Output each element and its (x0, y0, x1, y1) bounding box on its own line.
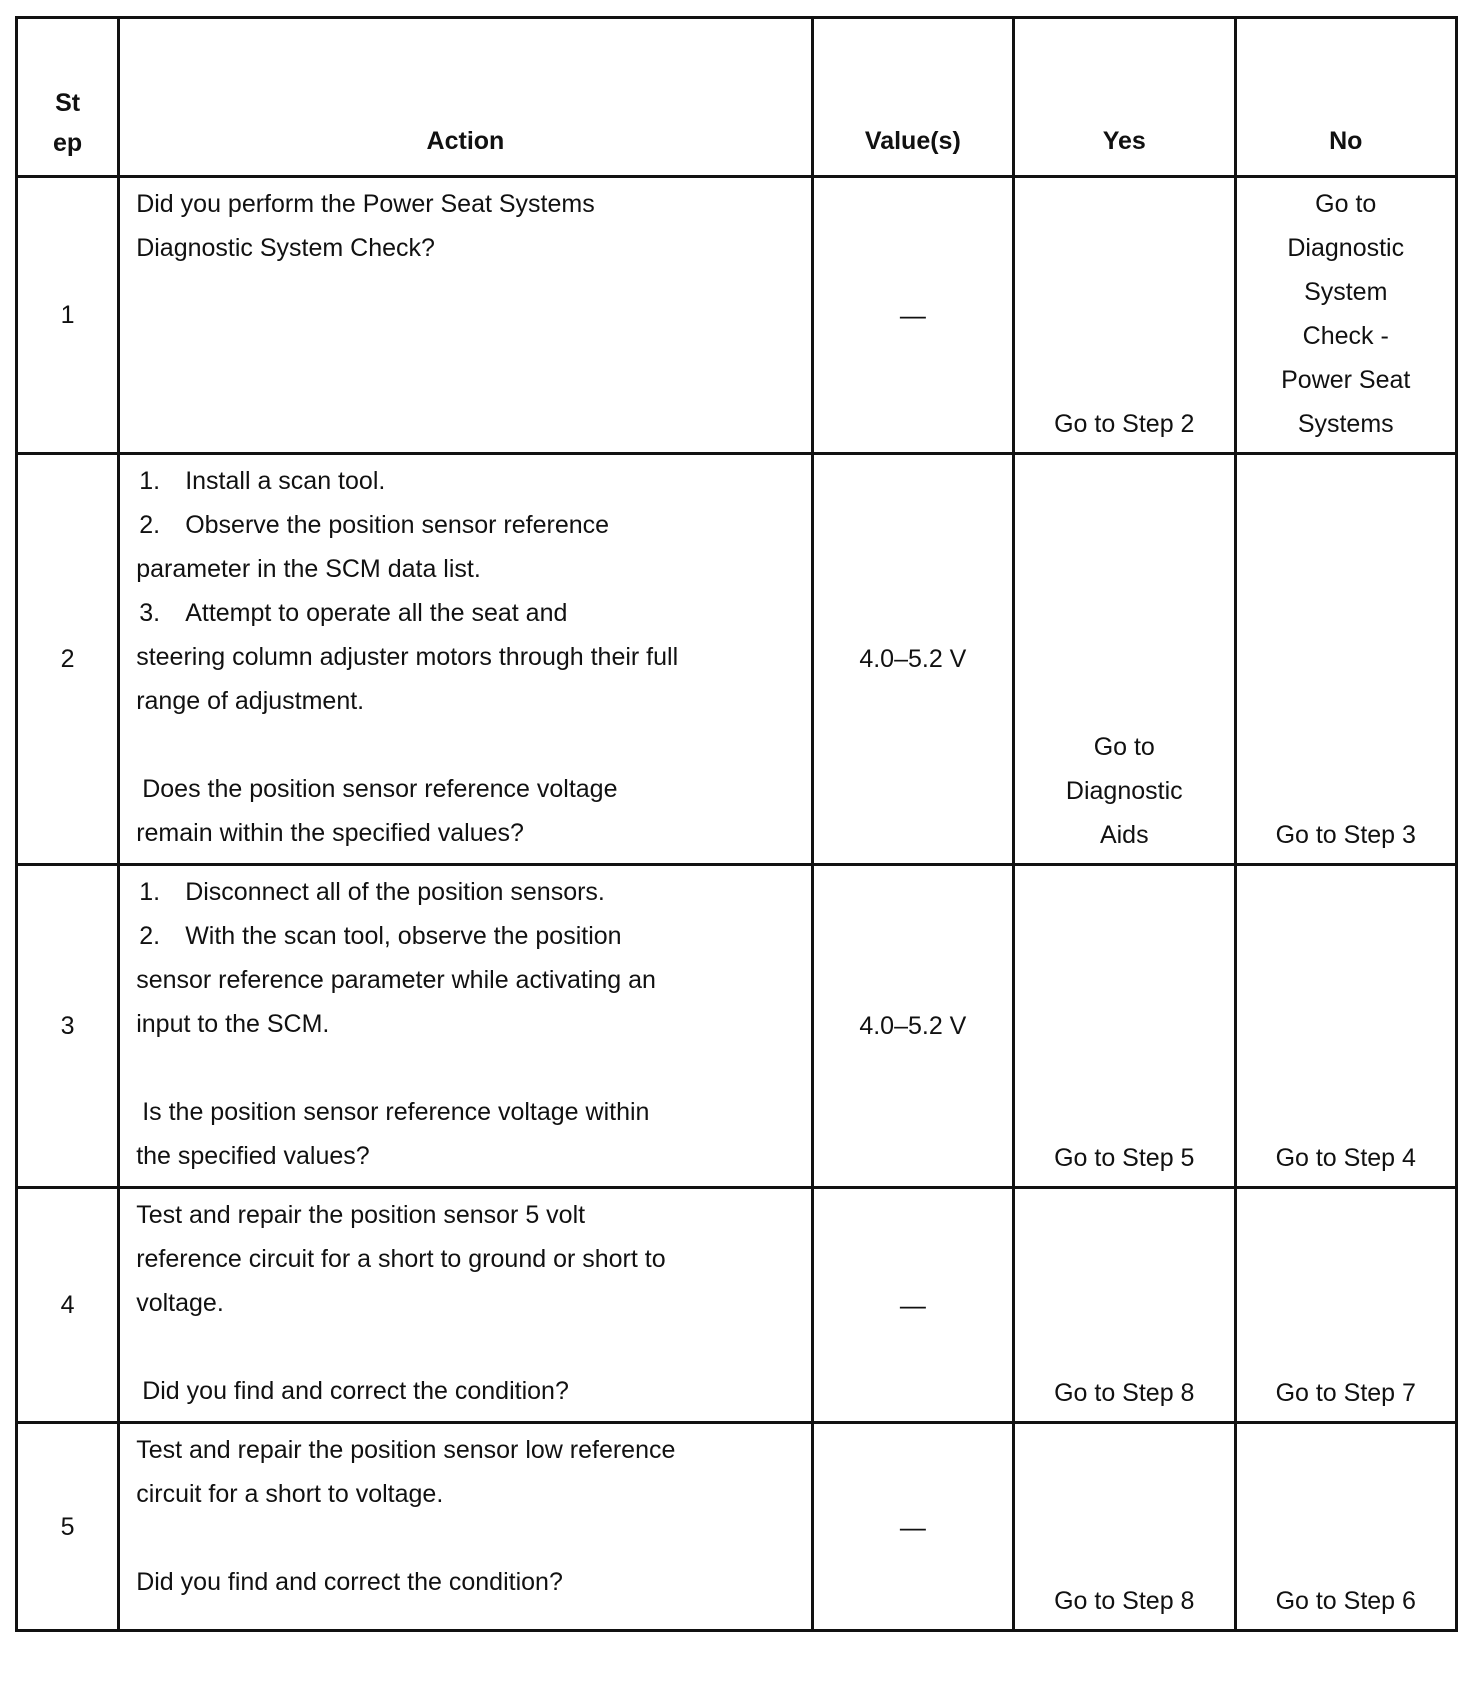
no-link[interactable]: Go to Diagnostic System Check - Power Seat Systems (1235, 177, 1457, 454)
no-link[interactable]: Go to Step 3 (1235, 454, 1457, 865)
no-link[interactable]: Go to Step 6 (1235, 1423, 1457, 1631)
header-row (17, 18, 1457, 177)
action-cell: Test and repair the position sensor low reference circuit for a short to voltage. Did you find and correct the condition? (119, 1423, 812, 1631)
yes-link[interactable]: Go to Step 2 (1014, 177, 1235, 454)
value-cell: — (812, 177, 1013, 454)
yes-link[interactable]: Go to Step 8 (1014, 1188, 1235, 1423)
table-row (17, 865, 1457, 1188)
step-number: 3 (17, 865, 119, 1188)
table-row (17, 177, 1457, 454)
action-cell: 1. Disconnect all of the position sensors. 2. With the scan tool, observe the position sensor reference parameter while activating an input to the SCM. Is the position sensor reference voltage within the specified values? (119, 865, 812, 1188)
header-yes: Yes (1014, 18, 1235, 177)
action-cell: Did you perform the Power Seat Systems Diagnostic System Check? (119, 177, 812, 454)
action-cell: Test and repair the position sensor 5 volt reference circuit for a short to ground or short to voltage. Did you find and correct the condition? (119, 1188, 812, 1423)
value-cell: 4.0–5.2 V (812, 454, 1013, 865)
no-link[interactable]: Go to Step 4 (1235, 865, 1457, 1188)
yes-link[interactable]: Go to Step 8 (1014, 1423, 1235, 1631)
yes-link[interactable]: Go to Step 5 (1014, 865, 1235, 1188)
step-number: 4 (17, 1188, 119, 1423)
table-row (17, 1188, 1457, 1423)
no-link[interactable]: Go to Step 7 (1235, 1188, 1457, 1423)
diagnostic-table (15, 16, 1458, 1632)
header-values: Value(s) (812, 18, 1013, 177)
header-step: St ep (17, 18, 119, 177)
table-row (17, 1423, 1457, 1631)
value-cell: — (812, 1423, 1013, 1631)
header-no: No (1235, 18, 1457, 177)
action-cell: 1. Install a scan tool. 2. Observe the position sensor reference parameter in the SCM data list. 3. Attempt to operate all the seat and steering column adjuster motors through their full range of adjustment. Does the position sensor reference voltage remain within the specified values? (119, 454, 812, 865)
step-number: 2 (17, 454, 119, 865)
yes-link[interactable]: Go to Diagnostic Aids (1014, 454, 1235, 865)
table-row (17, 454, 1457, 865)
value-cell: 4.0–5.2 V (812, 865, 1013, 1188)
step-number: 1 (17, 177, 119, 454)
step-number: 5 (17, 1423, 119, 1631)
value-cell: — (812, 1188, 1013, 1423)
header-action: Action (119, 18, 812, 177)
